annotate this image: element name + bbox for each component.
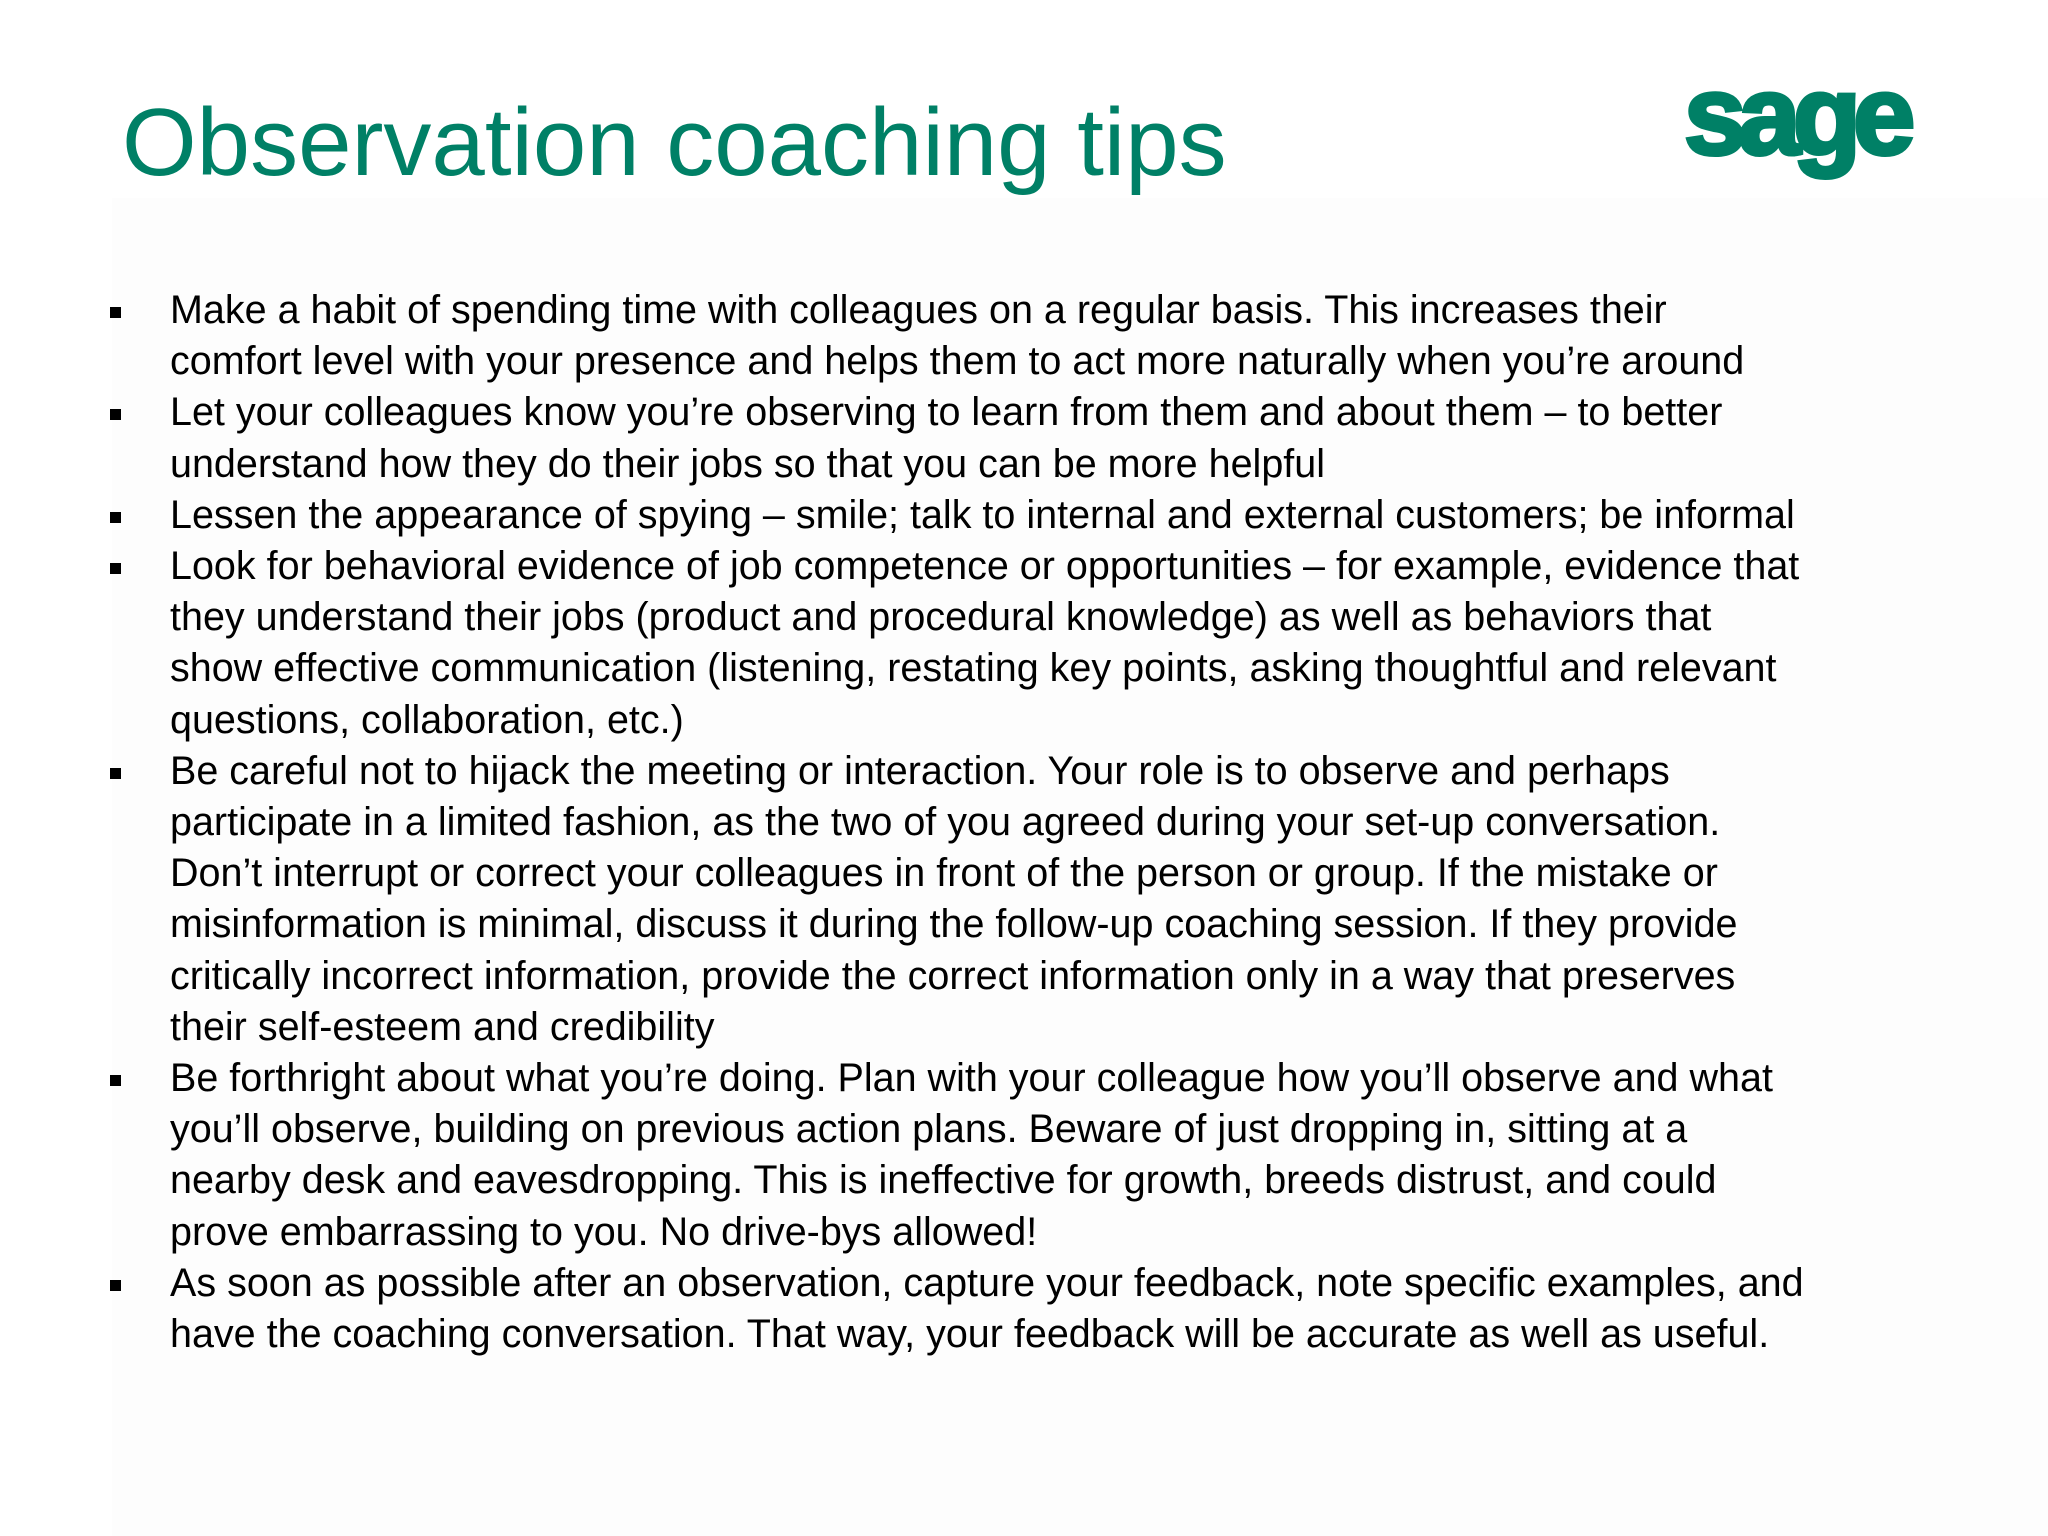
bullet-text-line: participate in a limited fashion, as the two of you agreed during your set-up conversation. <box>170 800 1721 845</box>
bullet-item <box>106 490 2036 541</box>
bullet-item <box>106 746 2036 1053</box>
bullet-text-line: Be careful not to hijack the meeting or interaction. Your role is to observe and perhaps <box>170 748 1670 793</box>
bullet-text-line: nearby desk and eavesdropping. This is ineffective for growth, breeds distrust, and could <box>170 1158 1717 1203</box>
square-bullet-icon <box>110 512 121 523</box>
square-bullet-icon <box>110 409 121 420</box>
bullet-item <box>106 387 2036 489</box>
square-bullet-icon <box>110 563 121 574</box>
bullet-text-line: prove embarrassing to you. No drive-bys allowed! <box>170 1209 1038 1254</box>
bullet-text-line: understand how they do their jobs so that you can be more helpful <box>170 441 1326 486</box>
bullet-text-line: Don’t interrupt or correct your colleagues in front of the person or group. If the mistake or <box>170 851 1718 896</box>
bullet-item <box>106 541 2036 746</box>
square-bullet-icon <box>110 768 121 779</box>
bullet-text-line: Lessen the appearance of spying – smile; talk to internal and external customers; be informal <box>170 492 1795 537</box>
bullet-item <box>106 285 2036 387</box>
square-bullet-icon <box>110 1280 121 1291</box>
bullet-text-line: comfort level with your presence and helps them to act more naturally when you’re around <box>170 339 1745 384</box>
bullet-text-line: Make a habit of spending time with colleagues on a regular basis. This increases their <box>170 288 1667 332</box>
bullet-item <box>106 1053 2036 1258</box>
bullet-text-line: Look for behavioral evidence of job competence or opportunities – for example, evidence that <box>170 544 1800 589</box>
bullet-text-line: Be forthright about what you’re doing. Plan with your colleague how you’ll observe and what <box>170 1056 1773 1101</box>
slide-title: Observation coaching tips <box>122 89 1227 196</box>
bullet-item <box>106 1258 2036 1360</box>
bullet-text-line: As soon as possible after an observation, capture your feedback, note specific examples, and <box>170 1260 1804 1305</box>
square-bullet-icon <box>110 1075 121 1086</box>
bullet-text-line: they understand their jobs (product and procedural knowledge) as well as behaviors that <box>170 595 1712 640</box>
sage-logo <box>1684 80 1956 214</box>
bullet-text-line: have the coaching conversation. That way, your feedback will be accurate as well as useful. <box>170 1312 1770 1357</box>
square-bullet-icon <box>110 307 121 318</box>
bullet-text-line: their self-esteem and credibility <box>170 1004 715 1049</box>
sage-logo-text: sage <box>1684 80 1908 178</box>
bullet-text-line: you’ll observe, building on previous action plans. Beware of just dropping in, sitting at a <box>170 1107 1688 1152</box>
bullet-text-line: questions, collaboration, etc.) <box>170 697 684 742</box>
bullet-text-line: Let your colleagues know you’re observing to learn from them and about them – to better <box>170 390 1723 435</box>
bullet-text-line: critically incorrect information, provide the correct information only in a way that preserves <box>170 953 1736 998</box>
bullet-list <box>106 285 2036 1360</box>
bullet-text-line: show effective communication (listening, restating key points, asking thoughtful and relevant <box>170 646 1777 691</box>
bullet-text-line: misinformation is minimal, discuss it during the follow-up coaching session. If they provide <box>170 902 1738 947</box>
sage-logo-mark <box>1684 80 1956 214</box>
